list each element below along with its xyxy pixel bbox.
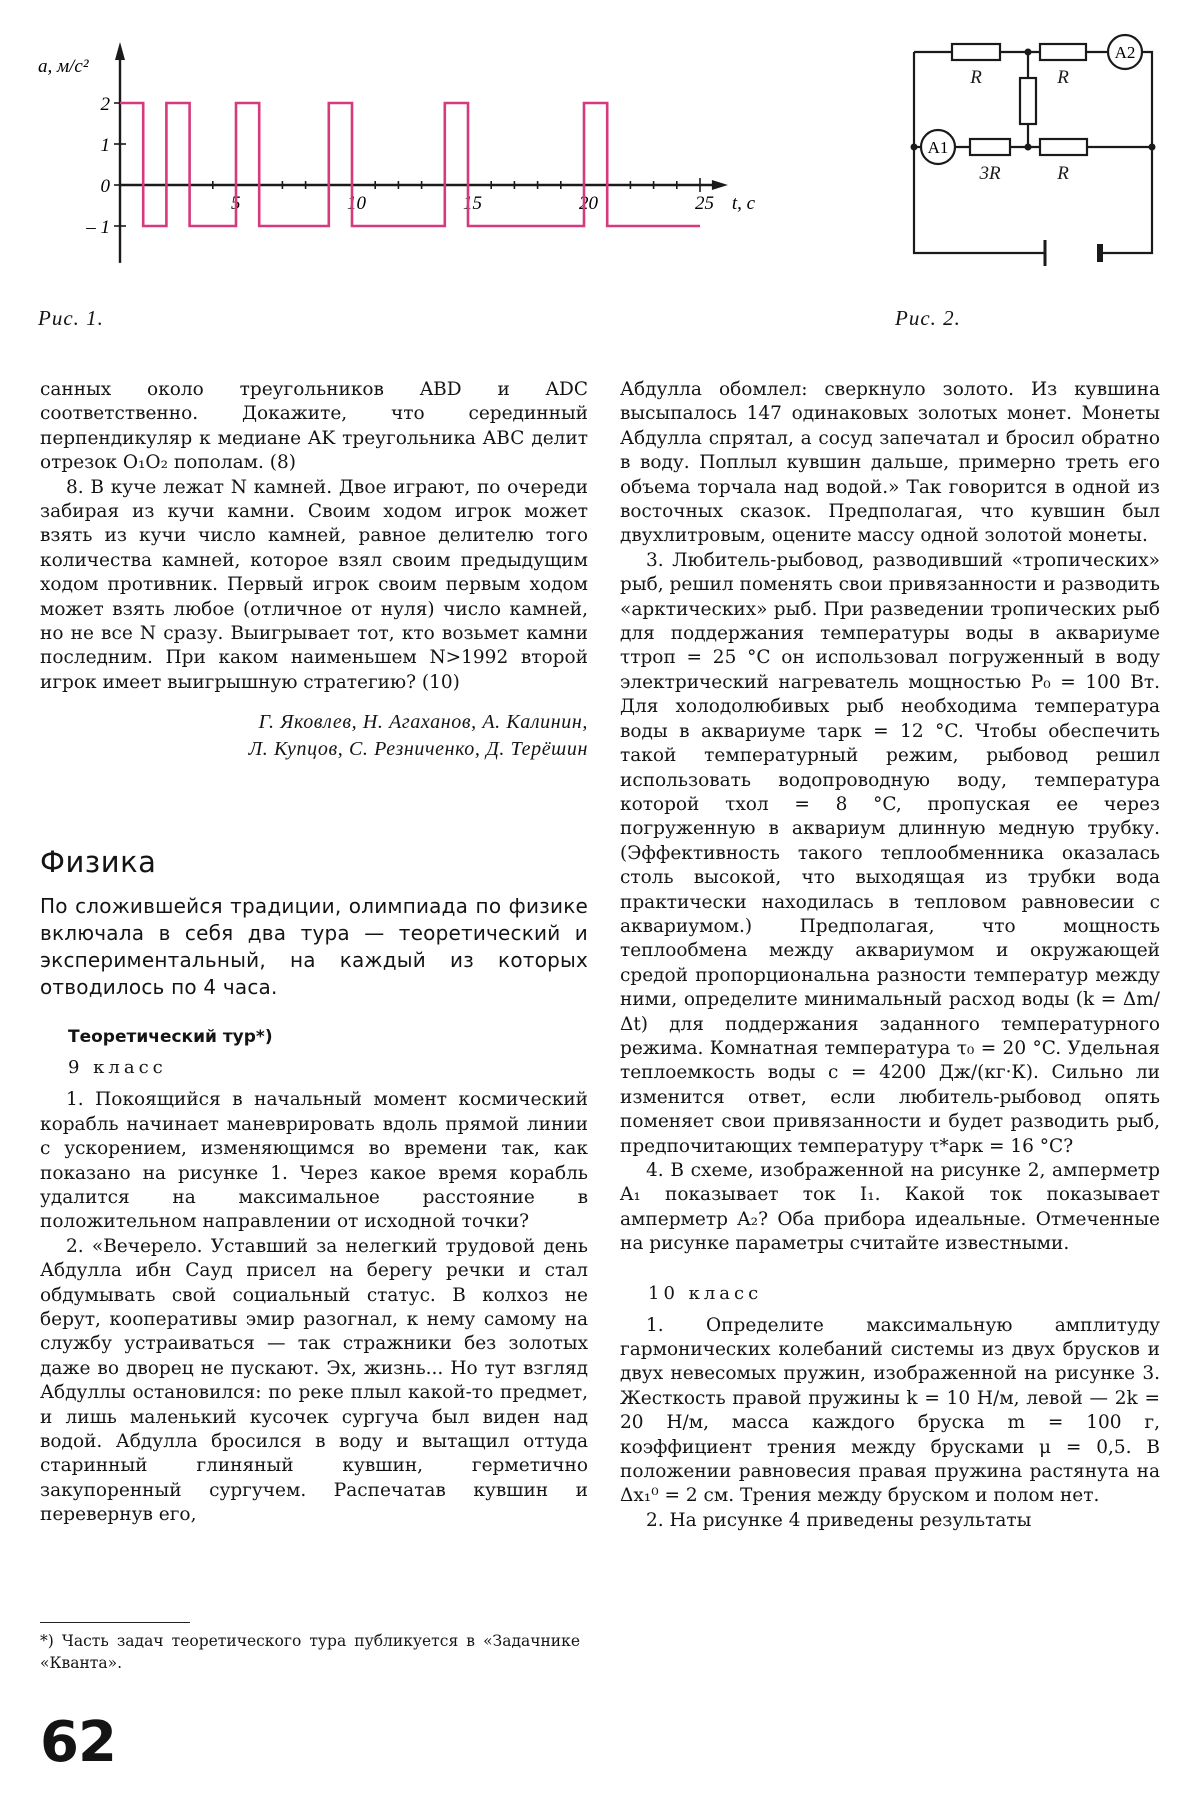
x-tick-label: 10 <box>347 193 366 214</box>
junction-dot <box>1025 49 1032 56</box>
battery-icon <box>1045 240 1100 266</box>
physics-intro: По сложившейся традиции, олимпиада по физике включала в себя два тура — теоретический и экспериментальный, на каждый из которых отводилось по 4 часа. <box>40 894 588 1000</box>
authors-line-2: Л. Купцов, С. Резниченко, Д. Терёшин <box>248 738 588 761</box>
label-r-top-right: R <box>1057 67 1069 88</box>
resistor-middle <box>1020 78 1036 124</box>
label-r-bottom-right: R <box>1057 163 1069 184</box>
chart-ticks <box>85 94 714 238</box>
authors-line-1: Г. Яковлев, Н. Агаханов, А. Калинин, <box>258 711 588 734</box>
y-tick-label: 2 <box>100 94 110 115</box>
grade-10-heading: 10 класс <box>648 1282 763 1304</box>
page-number: 62 <box>40 1710 116 1775</box>
y-tick-label: 1 <box>100 135 110 156</box>
resistor-bottom-right <box>1040 139 1087 155</box>
resistor-bottom-left <box>970 139 1010 155</box>
x-tick-label: 5 <box>231 193 241 214</box>
left-column <box>40 378 588 1528</box>
ammeter-a1 <box>921 130 955 164</box>
x-tick-label: 20 <box>579 193 598 214</box>
problem-9-2: 2. «Вечерело. Уставший за нелегкий трудовой день Абдулла ибн Сауд присел на берегу речки и стал обдумывать свой социальный статус. В колхоз не берут, кооперативы эмир разогнал, к нему самому на службу устраиваться — так стражники без золотых даже во дворец не пускают. Эх, жизнь... Но тут взгляд Абдуллы остановился: по реке плыл какой-то предмет, и лишь маленький кусочек сургуча был виден над водой. Абдулла бросился в воду и вытащил оттуда старинный глиняный кувшин, герметично закупоренный сургучем. Распечатав кувшин и перевернув его, <box>40 1235 588 1526</box>
x-axis-label: t, c <box>731 193 756 214</box>
figure-2-circuit <box>880 20 1180 280</box>
junction-dot <box>1149 144 1156 151</box>
ammeter-a2-label: A2 <box>1114 43 1136 62</box>
problem-8: 8. В куче лежат N камней. Двое играют, по очереди забирая из кучи камни. Своим ходом игрок может взять из кучи число камней, равное делителю того количества камней, которое взял своим предыдущим ходом противник. Первый игрок своим первым ходом может взять любое (отличное от нуля) число камней, но не все N сразу. Выигрывает тот, кто возьмет камни последним. При каком наименьшем N>1992 второй игрок имеет выигрышную стратегию? (10) <box>40 476 588 693</box>
ammeter-a1-label: A1 <box>927 138 949 157</box>
right-column <box>620 378 1160 1533</box>
problem-9-1: 1. Покоящийся в начальный момент космический корабль начинает маневрировать вдоль прямой линии с ускорением, изменяющимся во времени так, как показано на рисунке 1. Через какое время корабль удалится на максимальное расстояние в положительном направлении от исходной точки? <box>40 1089 588 1233</box>
footnote-divider <box>40 1622 190 1623</box>
footnote: *) Часть задач теоретического тура публикуется в «Задачнике «Кванта». <box>40 1632 580 1672</box>
series-line-a-t <box>120 103 700 226</box>
chart-series <box>120 103 700 226</box>
x-tick-label: 25 <box>695 193 714 214</box>
paragraph-geometry-end: санных около треугольников ABD и ADC соответственно. Докажите, что серединный перпендикуляр к медиане AK треугольника ABC делит отрезок O₁O₂ пополам. (8) <box>40 379 588 474</box>
label-r-top-left: R <box>970 67 982 88</box>
figure-1-acceleration-plot <box>20 20 756 295</box>
problem-9-3: 3. Любитель-рыбовод, разводивший «тропических» рыб, решил поменять свои привязанности и разводить «арктических» рыб. При разведении тропических рыб для поддержания температуры воды в аквариуме τтроп = 25 °C он использовал погруженный в воду электрический нагреватель мощностью P₀ = 100 Вт. Для холодолюбивых рыб необходима температура воды в аквариуме τарк = 12 °C. Чтобы обеспечить такой температурный режим, рыбовод решил использовать водопроводную воду, температура которой τхол = 8 °C, пропуская ее через погруженную в аквариум длинную медную трубку. (Эффективность такого теплообменника оказалась столь высокой, что выходящая из трубки вода практически находилась в тепловом равновесии с аквариумом.) Предполагая, что мощность теплообмена между аквариумом и окружающей средой пропорциональна разности температур между ними, определите минимальный расход воды (k = Δm/Δt) для поддержания заданного температурного режима. Комнатная температура τ₀ = 20 °C. Удельная теплоемкость воды c = 4200 Дж/(кг·К). Сильно ли изменится ответ, если любитель-рыбовод опять поменяет свои привязанности и будет разводить рыб, предпочитающих температуру τ*арк = 16 °C? <box>620 549 1160 1157</box>
x-axis-arrow <box>712 180 728 190</box>
ammeter-a2 <box>1108 35 1142 69</box>
figure-1-caption: Рис. 1. <box>38 306 104 330</box>
wire-right <box>1100 152 1152 253</box>
resistor-top-left <box>952 44 1000 60</box>
y-axis-arrow <box>115 42 125 60</box>
theory-round-heading: Теоретический тур*) <box>68 1027 273 1048</box>
chart-axes <box>38 42 756 263</box>
problem-10-2: 2. На рисунке 4 приведены результаты <box>646 1509 1032 1531</box>
label-r-bottom-left: 3R <box>979 163 1001 184</box>
resistor-top-right <box>1040 44 1086 60</box>
problem-9-4: 4. В схеме, изображенной на рисунке 2, амперметр A₁ показывает ток I₁. Какой ток показывает амперметр A₂? Оба прибора идеальные. Отмеченные на рисунке параметры считайте известными. <box>620 1160 1160 1255</box>
junction-dot <box>911 144 918 151</box>
problem-10-1: 1. Определите максимальную амплитуду гармонических колебаний системы из двух брусков и двух невесомых пружин, изображенной на рисунке 3. Жесткость правой пружины k = 10 Н/м, левой — 2k = 20 Н/м, масса каждого бруска m = 100 г, коэффициент трения между брусками μ = 0,5. В положении равновесия правая пружина растянута на Δx₁⁰ = 2 см. Трения между бруском и полом нет. <box>620 1314 1160 1507</box>
y-tick-label: 0 <box>100 176 110 197</box>
y-axis-label: a, м/с² <box>38 56 89 77</box>
wire-top-end <box>1143 52 1152 152</box>
x-tick-label: 15 <box>463 193 482 214</box>
y-tick-label: – 1 <box>86 217 110 238</box>
figure-2-caption: Рис. 2. <box>895 306 961 330</box>
junction-dot <box>1025 144 1032 151</box>
section-title-physics: Физика <box>40 845 157 880</box>
grade-9-heading: 9 класс <box>68 1057 167 1079</box>
problem-9-2-continued: Абдулла обомлел: сверкнуло золото. Из кувшина высыпалось 147 одинаковых золотых монет. Монеты Абдулла спрятал, а сосуд запечатал и бросил обратно в воду. Поплыл кувшин дальше, примерно треть его объема торчала над водой.» Так говорится в одной из восточных сказок. Предполагая, что кувшин был двухлитровым, оцените массу одной золотой монеты. <box>620 379 1160 547</box>
